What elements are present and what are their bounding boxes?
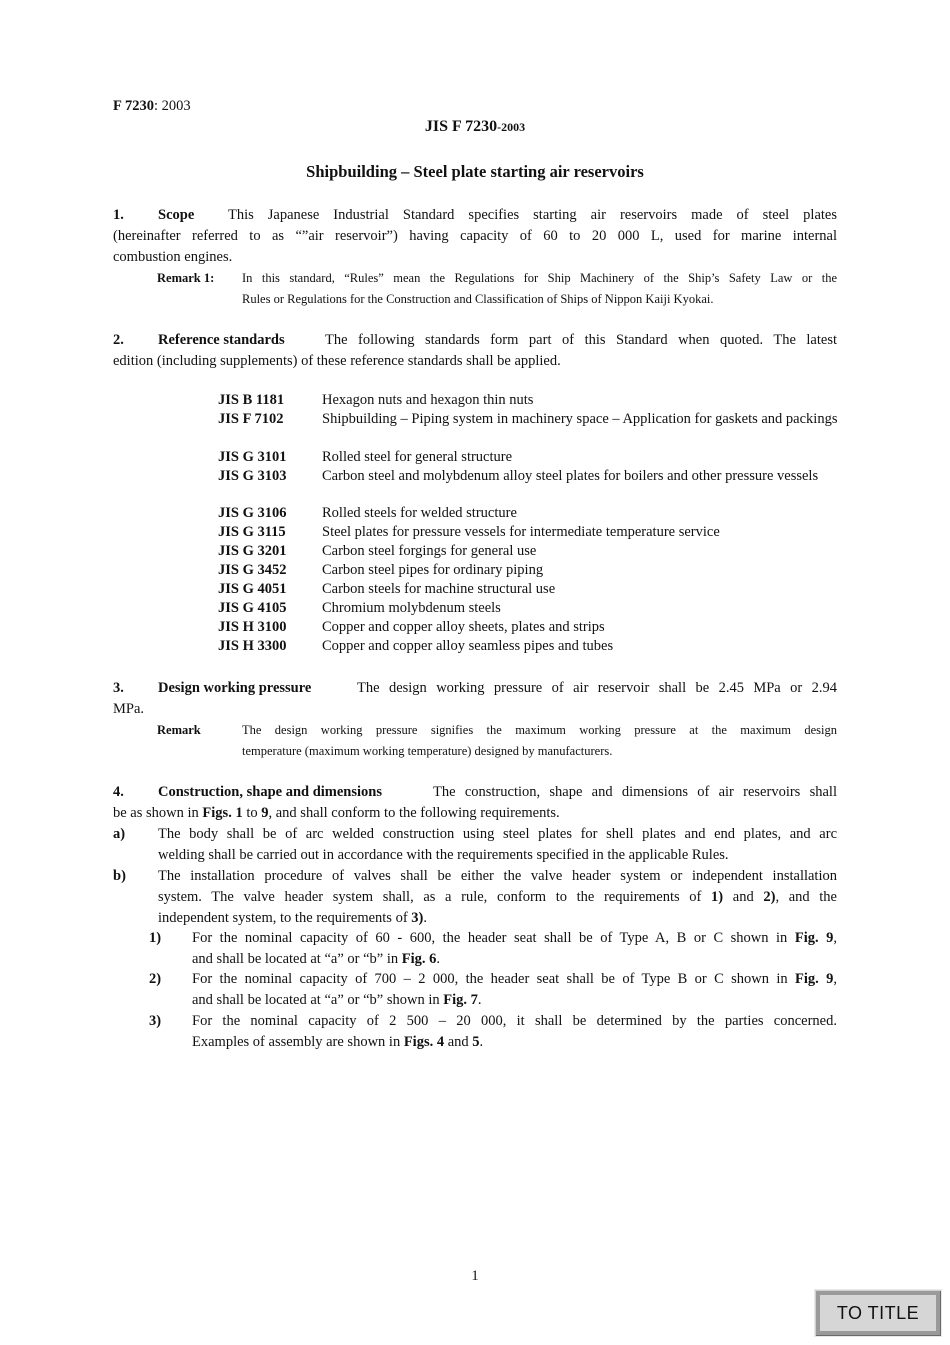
figure-reference: Figs. 4 bbox=[403, 1034, 445, 1050]
running-header bbox=[113, 98, 191, 115]
reference-title: Copper and copper alloy sheets, plates and strips bbox=[322, 619, 605, 635]
page-number: 1 bbox=[471, 1268, 479, 1284]
item-a-line2: welding shall be carried out in accordance with the requirements specified in the applicable Rules. bbox=[158, 847, 729, 863]
subitem-3-label: 3) bbox=[149, 1013, 162, 1029]
text-run: . bbox=[436, 951, 441, 967]
section-3-remark bbox=[157, 720, 837, 762]
section-1-number: 1. bbox=[113, 207, 124, 223]
text-run: . bbox=[423, 910, 428, 926]
section-3-line1 bbox=[113, 678, 837, 699]
figure-reference: 9 bbox=[261, 805, 269, 821]
section-2-heading: Reference standards bbox=[158, 332, 285, 348]
figure-reference: Fig. 6 bbox=[401, 951, 437, 967]
text-run: For the nominal capacity of 60 - 600, the header seat shall be of Type A, B or C shown in bbox=[192, 930, 795, 946]
text-run: Examples of assembly are shown in bbox=[192, 1034, 404, 1050]
subitem-1-line1 bbox=[192, 928, 837, 949]
text-run: , bbox=[833, 930, 838, 946]
figure-reference: Fig. 7 bbox=[443, 992, 478, 1008]
subitem-2-line1 bbox=[192, 969, 837, 990]
subitem-3-line1: For the nominal capacity of 2 500 – 20 000, it shall be determined by the parties concerned. bbox=[192, 1013, 837, 1029]
reference-code: JIS H 3300 bbox=[218, 638, 287, 654]
section-4-number: 4. bbox=[113, 784, 124, 800]
text-run: and bbox=[723, 889, 764, 905]
section-1-line1 bbox=[113, 205, 837, 226]
text-run: and shall be located at “a” or “b” shown in bbox=[192, 992, 444, 1008]
reference-title: Carbon steels for machine structural use bbox=[322, 581, 556, 597]
section-4-line1 bbox=[113, 782, 837, 803]
subitem-2 bbox=[149, 969, 837, 1011]
to-title-button[interactable] bbox=[814, 1289, 942, 1337]
reference-code: JIS H 3100 bbox=[218, 619, 287, 635]
text-run: , and shall conform to the following requirements. bbox=[268, 805, 560, 821]
figure-reference: Fig. 9 bbox=[794, 930, 834, 946]
reference-title: Carbon steel and molybdenum alloy steel plates for boilers and other pressure vessels bbox=[322, 468, 819, 484]
section-1 bbox=[113, 205, 837, 268]
text-run: and bbox=[444, 1034, 473, 1050]
section-3-remark-line2: temperature (maximum working temperature) designed by manufacturers. bbox=[242, 744, 613, 758]
reference-title: Rolled steel for general structure bbox=[322, 449, 513, 465]
subitem-3 bbox=[149, 1011, 837, 1053]
header-year: : 2003 bbox=[153, 98, 191, 114]
item-b-label: b) bbox=[113, 868, 126, 884]
subitem-2-line2 bbox=[192, 990, 837, 1011]
section-4-heading: Construction, shape and dimensions bbox=[158, 784, 382, 800]
to-title-label: TO TITLE bbox=[820, 1295, 936, 1331]
text-run: . bbox=[479, 1034, 484, 1050]
reference-code: JIS B 1181 bbox=[218, 392, 285, 408]
section-2-text-1: The following standards form part of this Standard when quoted. The latest bbox=[325, 332, 837, 348]
section-3-remark-label: Remark bbox=[157, 723, 201, 737]
reference-code: JIS G 3106 bbox=[218, 505, 287, 521]
reference-title: Chromium molybdenum steels bbox=[322, 600, 501, 616]
reference-title: Carbon steel pipes for ordinary piping bbox=[322, 562, 544, 578]
section-1-text-3: combustion engines. bbox=[113, 249, 233, 265]
item-b-line1: The installation procedure of valves shall be either the valve header system or independent installation bbox=[158, 868, 837, 884]
title-main: JIS F 7230 bbox=[424, 118, 498, 135]
subitem-1-line2 bbox=[192, 949, 837, 970]
section-2-line1 bbox=[113, 330, 837, 351]
section-3 bbox=[113, 678, 837, 720]
item-b bbox=[113, 866, 837, 929]
subitem-3-line2 bbox=[192, 1032, 837, 1053]
section-4 bbox=[113, 782, 837, 824]
reference-title: Rolled steels for welded structure bbox=[322, 505, 517, 521]
reference-code: JIS G 4105 bbox=[218, 600, 287, 616]
title-suffix: -2003 bbox=[497, 120, 526, 134]
header-code: F 7230 bbox=[113, 98, 154, 114]
item-b-line2 bbox=[158, 887, 837, 908]
text-run: , and the bbox=[775, 889, 837, 905]
item-a-line1: The body shall be of arc welded construction using steel plates for shell plates and end plates, and arc bbox=[158, 826, 837, 842]
item-reference: 3) bbox=[411, 910, 424, 926]
item-b-line3 bbox=[158, 908, 837, 929]
reference-title: Hexagon nuts and hexagon thin nuts bbox=[322, 392, 534, 408]
item-reference: 2) bbox=[763, 889, 776, 905]
reference-code: JIS G 3101 bbox=[218, 449, 287, 465]
text-run: be as shown in bbox=[113, 805, 203, 821]
text-run: For the nominal capacity of 700 – 2 000, the header seat shall be of Type B or C shown in bbox=[192, 971, 795, 987]
section-4-text-2 bbox=[113, 803, 837, 824]
reference-code: JIS F 7102 bbox=[218, 411, 284, 427]
section-1-text-2: (hereinafter referred to as “”air reservoir”) having capacity of 60 to 20 000 L, used for marine internal bbox=[113, 228, 837, 244]
reference-title: Carbon steel forgings for general use bbox=[322, 543, 537, 559]
subitem-2-label: 2) bbox=[149, 971, 162, 987]
section-2-number: 2. bbox=[113, 332, 124, 348]
figure-reference: Fig. 9 bbox=[795, 971, 834, 987]
section-1-remark-label: Remark 1: bbox=[157, 271, 215, 285]
section-2-text-2: edition (including supplements) of these reference standards shall be applied. bbox=[113, 353, 561, 369]
reference-title: Copper and copper alloy seamless pipes and tubes bbox=[322, 638, 614, 654]
section-3-number: 3. bbox=[113, 680, 124, 696]
section-1-remark-line2: Rules or Regulations for the Construction and Classification of Ships of Nippon Kaiji Kyokai. bbox=[242, 292, 714, 306]
document-title bbox=[0, 118, 950, 136]
section-3-heading: Design working pressure bbox=[158, 680, 312, 696]
section-1-text-1: This Japanese Industrial Standard specifies starting air reservoirs made of steel plates bbox=[228, 207, 837, 223]
reference-code: JIS G 3103 bbox=[218, 468, 287, 484]
section-1-heading: Scope bbox=[158, 207, 195, 223]
text-run: and shall be located at “a” or “b” in bbox=[192, 951, 402, 967]
reference-title: Steel plates for pressure vessels for intermediate temperature service bbox=[322, 524, 720, 540]
section-4-text-1: The construction, shape and dimensions of air reservoirs shall bbox=[433, 784, 837, 800]
text-run: . bbox=[477, 992, 482, 1008]
subitem-1-label: 1) bbox=[149, 930, 162, 946]
text-run: to bbox=[242, 805, 262, 821]
reference-code: JIS G 3115 bbox=[218, 524, 286, 540]
section-3-remark-line1: The design working pressure signifies the maximum working pressure at the maximum design bbox=[242, 723, 837, 737]
item-reference: 1) bbox=[711, 889, 724, 905]
text-run: independent system, to the requirements of bbox=[158, 910, 412, 926]
subitem-1 bbox=[149, 928, 837, 970]
reference-code: JIS G 3452 bbox=[218, 562, 287, 578]
item-a-label: a) bbox=[113, 826, 126, 842]
item-a bbox=[113, 824, 837, 866]
reference-code: JIS G 4051 bbox=[218, 581, 287, 597]
document-subtitle: Shipbuilding – Steel plate starting air reservoirs bbox=[306, 162, 644, 181]
figure-reference: 5 bbox=[472, 1034, 480, 1050]
reference-title: Shipbuilding – Piping system in machinery space – Application for gaskets and packings bbox=[322, 411, 838, 427]
section-1-remark-line1: In this standard, “Rules” mean the Regulations for Ship Machinery of the Ship’s Safety Law or the bbox=[242, 271, 837, 285]
section-2 bbox=[113, 330, 837, 372]
text-run: system. The valve header system shall, as a rule, conform to the requirements of bbox=[158, 889, 712, 905]
reference-code: JIS G 3201 bbox=[218, 543, 287, 559]
text-run: , bbox=[833, 971, 837, 987]
figure-reference: Figs. 1 bbox=[202, 805, 243, 821]
section-1-remark bbox=[157, 268, 837, 310]
section-3-text-1: The design working pressure of air reservoir shall be 2.45 MPa or 2.94 bbox=[357, 680, 837, 696]
section-3-text-2: MPa. bbox=[113, 701, 145, 717]
